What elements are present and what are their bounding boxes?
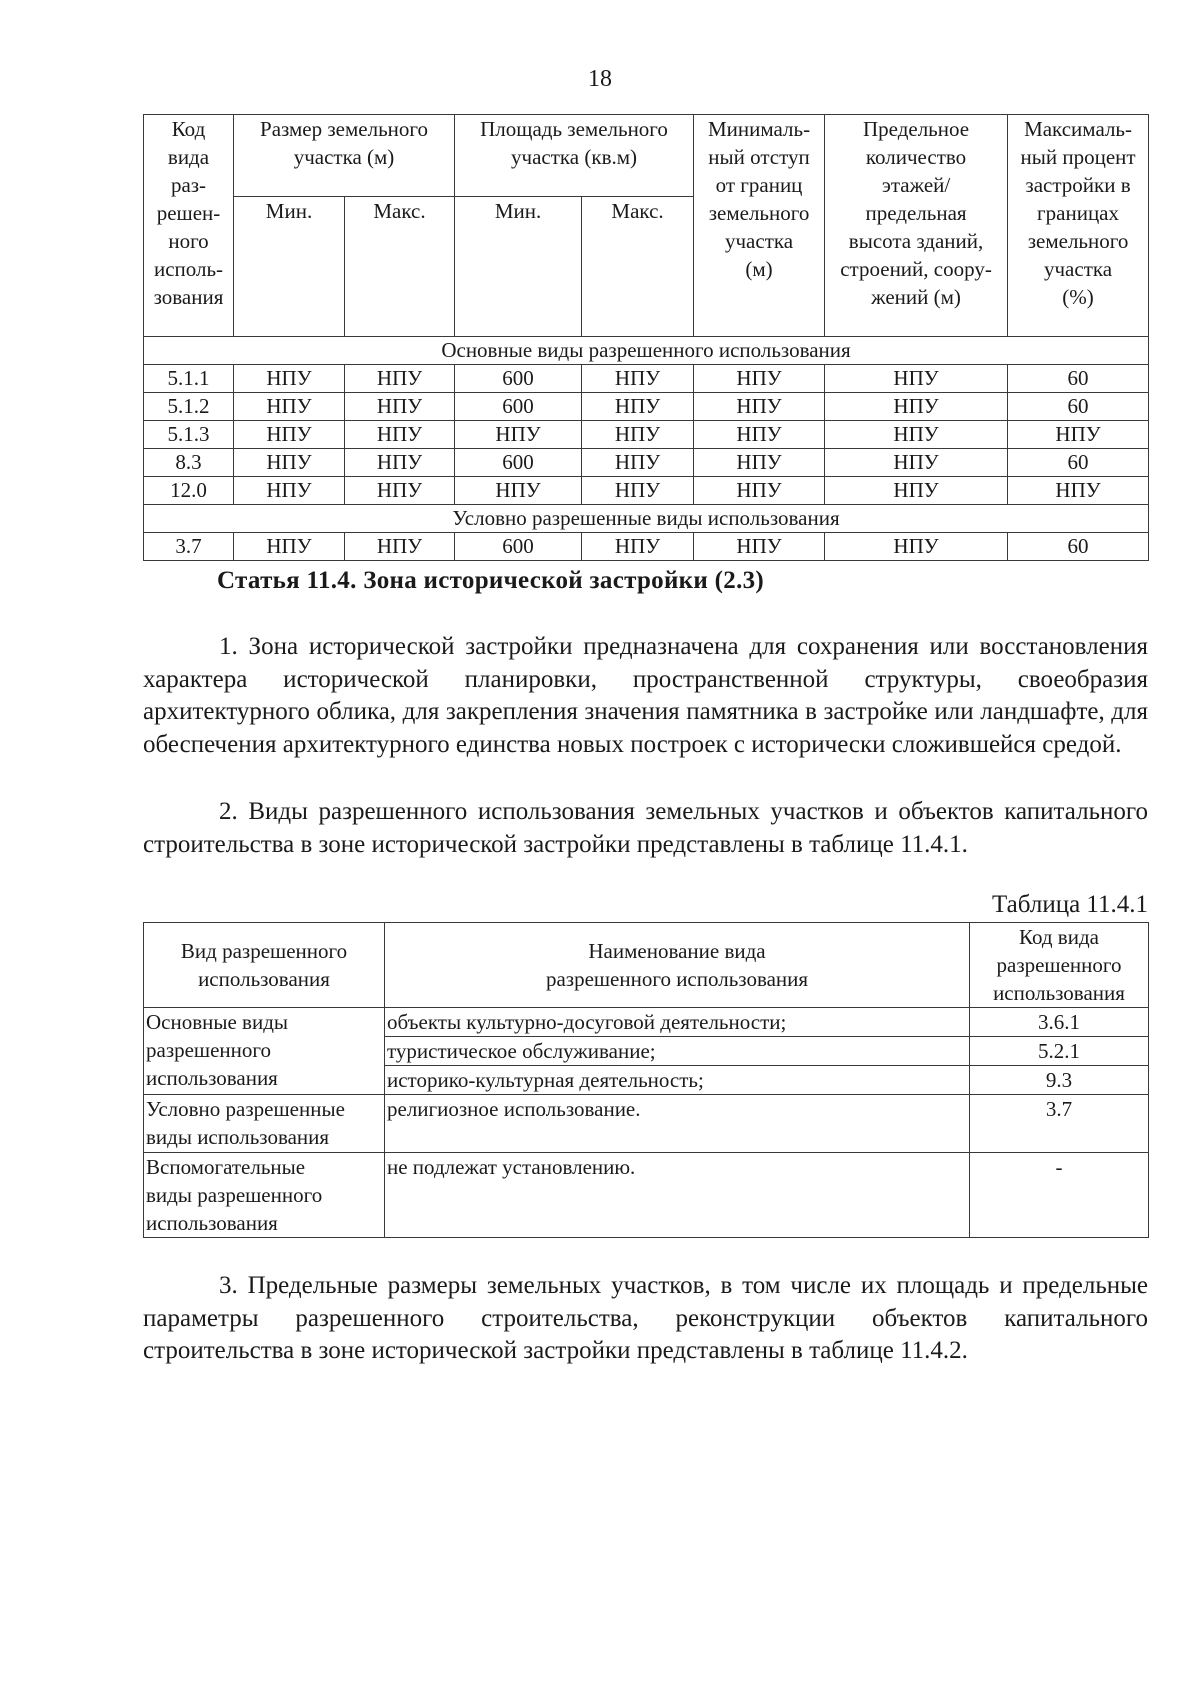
paragraph-3: 3. Предельные размеры земельных участков, в том числе их площадь и предельные параметры разрешенного строительства, реконструкции объектов капитального строительства в зоне исторической застройки представлены в таблице 11.4.2. (143, 1272, 1148, 1364)
table-row (144, 1095, 1149, 1153)
cell: 8.3 (144, 449, 234, 477)
use-code: 5.2.1 (970, 1037, 1149, 1066)
cell: НПУ (825, 449, 1008, 477)
use-name: туристическое обслуживание; (385, 1037, 970, 1066)
cell: НПУ (345, 365, 455, 393)
use-name: объекты культурно-досуговой деятельности; (385, 1008, 970, 1037)
cell: НПУ (345, 393, 455, 421)
cell: 60 (1008, 365, 1149, 393)
header-plot-size: Размер земельного участка (м) (234, 115, 455, 197)
header-area-min: Мин. (455, 197, 582, 337)
header-min-setback: Минималь- ный отступ от границ земельного участка (м) (694, 115, 825, 337)
table-row (144, 393, 1149, 421)
use-code: 3.7 (970, 1095, 1149, 1153)
cell: НПУ (455, 477, 582, 505)
article-heading: Статья 11.4. Зона исторической застройки (2.3) (217, 567, 765, 594)
header-use-code: Код вида разрешенного использования (970, 923, 1149, 1008)
page-number: 18 (588, 66, 612, 92)
use-code: 9.3 (970, 1066, 1149, 1095)
cell: НПУ (825, 393, 1008, 421)
header-use-name: Наименование вида разрешенного использования (385, 923, 970, 1008)
cell: НПУ (234, 393, 345, 421)
table-row (144, 533, 1149, 561)
use-name: историко-культурная деятельность; (385, 1066, 970, 1095)
cell: 60 (1008, 533, 1149, 561)
cell: НПУ (694, 477, 825, 505)
cell: НПУ (694, 365, 825, 393)
cell: НПУ (582, 449, 694, 477)
header-max-percent: Максималь- ный процент застройки в границах земельного участка (%) (1008, 115, 1149, 337)
cell: 3.7 (144, 533, 234, 561)
table-row (144, 1008, 1149, 1037)
cell: НПУ (825, 365, 1008, 393)
use-name: религиозное использование. (385, 1095, 970, 1153)
group-conditional: Условно разрешенные виды использования (144, 1095, 385, 1153)
cell: НПУ (694, 449, 825, 477)
cell: НПУ (345, 477, 455, 505)
cell: НПУ (234, 365, 345, 393)
cell: НПУ (825, 421, 1008, 449)
cell: 5.1.3 (144, 421, 234, 449)
cell: НПУ (694, 421, 825, 449)
cell: 600 (455, 449, 582, 477)
group-auxiliary: Вспомогательные виды разрешенного использования (144, 1153, 385, 1238)
group-main: Основные виды разрешенного использования (144, 1008, 385, 1095)
cell: 60 (1008, 393, 1149, 421)
header-plot-area: Площадь земельного участка (кв.м) (455, 115, 694, 197)
table-row (144, 477, 1149, 505)
parameters-table (143, 114, 1149, 561)
header-size-min: Мин. (234, 197, 345, 337)
cell: НПУ (694, 393, 825, 421)
cell: 600 (455, 393, 582, 421)
cell: НПУ (345, 533, 455, 561)
cell: НПУ (582, 421, 694, 449)
table-caption: Таблица 11.4.1 (992, 891, 1148, 918)
cell: 60 (1008, 449, 1149, 477)
header-size-max: Макс. (345, 197, 455, 337)
cell: НПУ (825, 533, 1008, 561)
cell: 600 (455, 533, 582, 561)
header-max-floors: Предельное количество этажей/ предельная высота зданий, строений, соору- жений (м) (825, 115, 1008, 337)
section-conditional-uses: Условно разрешенные виды использования (144, 505, 1149, 533)
cell: НПУ (582, 393, 694, 421)
table-row (144, 449, 1149, 477)
cell: НПУ (1008, 421, 1149, 449)
cell: 5.1.2 (144, 393, 234, 421)
table-row (144, 421, 1149, 449)
table-row (144, 1153, 1149, 1238)
cell: НПУ (234, 421, 345, 449)
cell: НПУ (825, 477, 1008, 505)
table-row (144, 365, 1149, 393)
header-use-type: Вид разрешенного использования (144, 923, 385, 1008)
use-code: 3.6.1 (970, 1008, 1149, 1037)
cell: НПУ (234, 449, 345, 477)
cell: 600 (455, 365, 582, 393)
cell: НПУ (694, 533, 825, 561)
cell: НПУ (582, 477, 694, 505)
use-name: не подлежат установлению. (385, 1153, 970, 1238)
cell: НПУ (345, 421, 455, 449)
section-main-uses: Основные виды разрешенного использования (144, 337, 1149, 365)
cell: НПУ (455, 421, 582, 449)
cell: НПУ (345, 449, 455, 477)
cell: НПУ (1008, 477, 1149, 505)
cell: НПУ (582, 365, 694, 393)
permitted-uses-table (143, 922, 1149, 1238)
cell: 12.0 (144, 477, 234, 505)
cell: НПУ (234, 477, 345, 505)
paragraph-1: 1. Зона исторической застройки предназначена для сохранения или восстановления характера исторической планировки, пространственной структуры, своеобразия архитектурного облика, для закрепления значения памятника в застройке или ландшафте, для обеспечения архитектурного единства новых построек с исторически сложившейся средой. (143, 633, 1148, 758)
header-code: Код вида раз- решен- ного исполь- зования (144, 115, 234, 337)
use-code: - (970, 1153, 1149, 1238)
cell: НПУ (582, 533, 694, 561)
cell: 5.1.1 (144, 365, 234, 393)
header-area-max: Макс. (582, 197, 694, 337)
paragraph-2: 2. Виды разрешенного использования земельных участков и объектов капитального строительства в зоне исторической застройки представлены в таблице 11.4.1. (143, 798, 1148, 858)
cell: НПУ (234, 533, 345, 561)
